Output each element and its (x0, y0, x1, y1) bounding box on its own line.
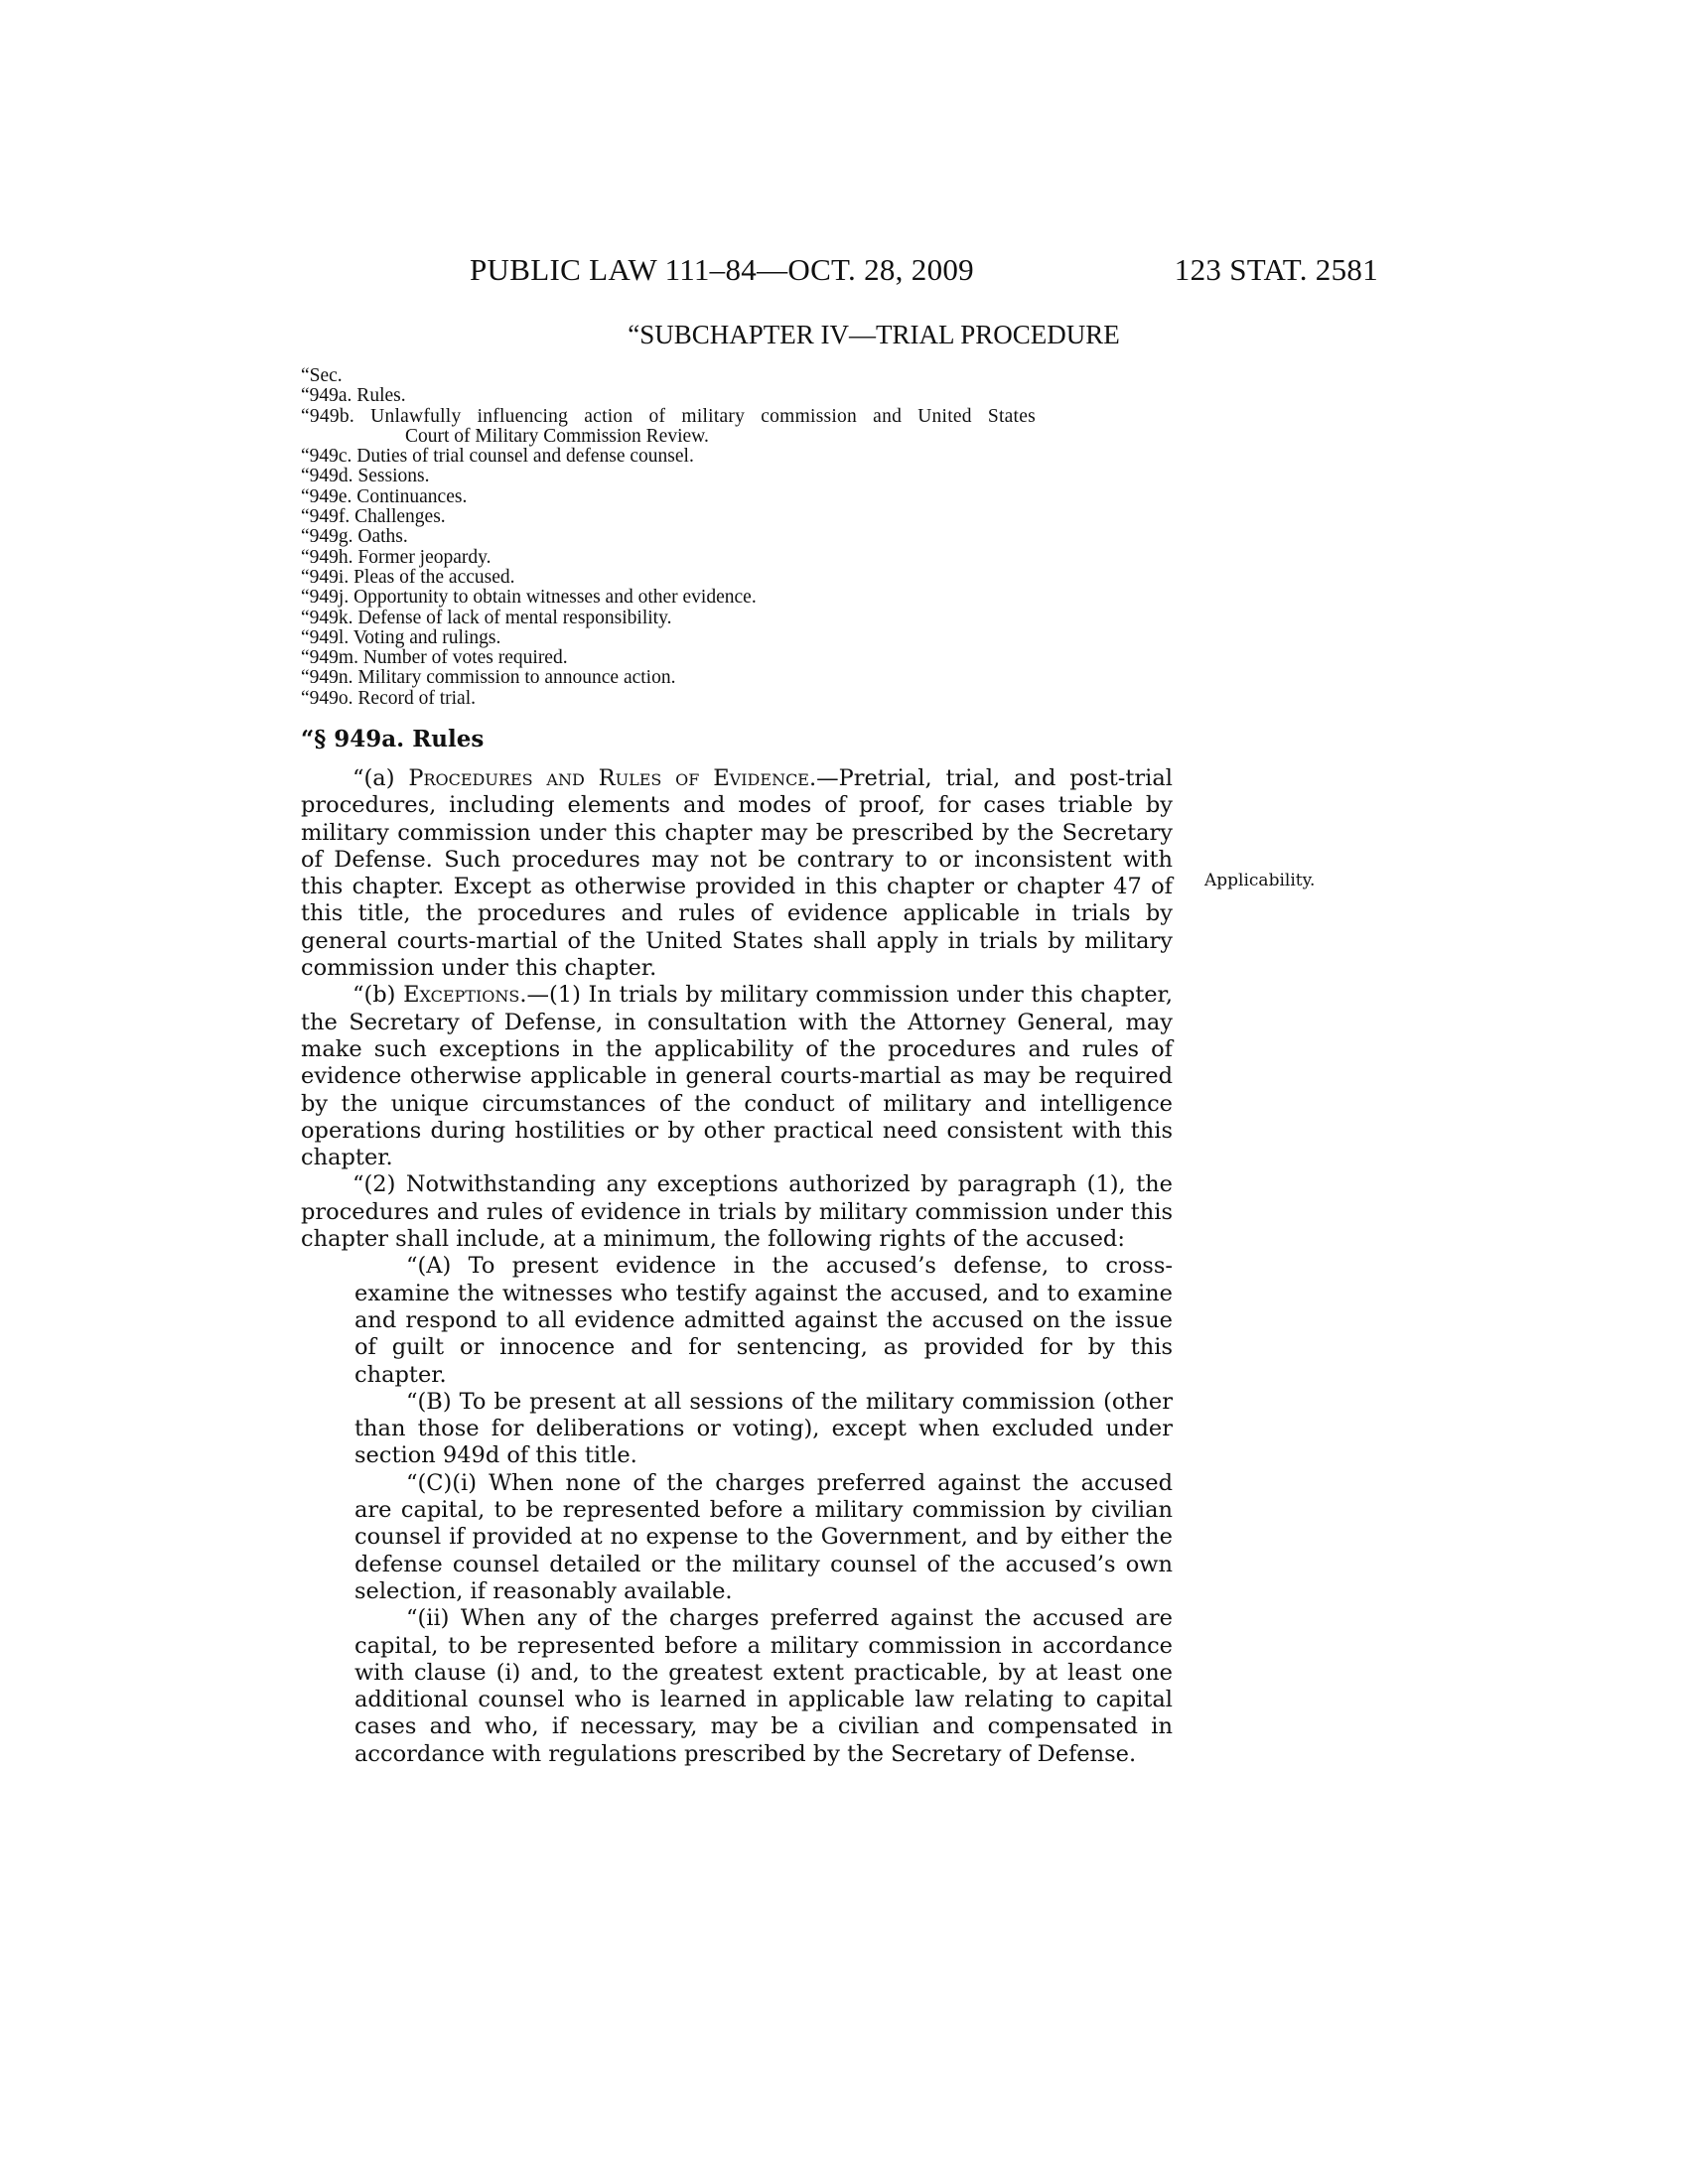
toc-item: “949j. Opportunity to obtain witnesses and other evidence. (301, 587, 757, 609)
section-body (301, 765, 1173, 1768)
section-heading: “§ 949a. Rules (301, 726, 485, 752)
table-of-sections (301, 366, 1175, 709)
subparagraph-C-ii: “(ii) When any of the charges preferred against the accused are capital, to be represented before a military commission in accordance with clause (i) and, to the greatest extent practicable, by at least one additional counsel who is learned in applicable law relating to capital cases and who, if necessary, may be a civilian and compensated in accordance with regulations prescribed by the Secretary of Defense. (354, 1605, 1173, 1767)
subparagraph-C-i: “(C)(i) When none of the charges preferred against the accused are capital, to be represented before a military commission by civilian counsel if provided at no expense to the Government, and by either the defense counsel detailed or the military counsel of the accused’s own selection, if reasonably available. (354, 1469, 1173, 1604)
paragraph-a-caption: Procedures and Rules of Evidence. (408, 765, 817, 791)
toc-item: “949i. Pleas of the accused. (301, 566, 515, 588)
toc-item: “949n. Military commission to announce action. (301, 667, 676, 689)
paragraph-a-lead: “(a) (352, 765, 409, 791)
subparagraph-A: “(A) To present evidence in the accused’s defense, to cross-examine the witnesses who testify against the accused, and to examine and respond to all evidence admitted against the accused on the issue of guilt or innocence and for sentencing, as provided for by this chapter. (354, 1253, 1173, 1388)
paragraph-a (301, 765, 1173, 982)
toc-item: “949a. Rules. (301, 385, 406, 407)
margin-note: Applicability. (1204, 871, 1316, 890)
paragraph-b1 (301, 982, 1173, 1171)
paragraph-b2: “(2) Notwithstanding any exceptions authorized by paragraph (1), the procedures and rules of evidence in trials by military commission under this chapter shall include, at a minimum, the following rights of the accused: (301, 1171, 1173, 1253)
toc-item (301, 407, 1175, 427)
toc-sec-label: “Sec. (301, 365, 343, 386)
toc-item: “949d. Sessions. (301, 466, 430, 487)
paragraph-b1-text: —(1) In trials by military commission under this chapter, the Secretary of Defense, in consultation with the Attorney General, may make such exceptions in the applicability of the procedures and rules of evidence otherwise applicable in general courts-martial as may be required by the unique circumstances of the conduct of military and intelligence operations during hostilities or by other practical need consistent with this chapter. (301, 982, 1173, 1171)
toc-item: “949o. Record of trial. (301, 687, 476, 709)
paragraph-b-caption: Exceptions. (403, 982, 527, 1009)
toc-item-continuation: Court of Military Commission Review. (405, 425, 709, 447)
toc-item: “949c. Duties of trial counsel and defense counsel. (301, 446, 694, 468)
toc-item: “949k. Defense of lack of mental responsibility. (301, 607, 672, 628)
paragraph-a-text: —Pretrial, trial, and post-trial procedures, including elements and modes of proof, for cases triable by military commission under this chapter may be prescribed by the Secretary of Defense. Such procedures may not be contrary to or inconsistent with this chapter. Except as otherwise provided in this chapter or chapter 47 of this title, the procedures and rules of evidence applicable in trials by general courts-martial of the United States shall apply in trials by military commission under this chapter. (301, 765, 1173, 982)
subparagraph-B: “(B) To be present at all sessions of the military commission (other than those for deliberations or voting), except when excluded under section 949d of this title. (354, 1388, 1173, 1469)
toc-item: “949f. Challenges. (301, 506, 446, 528)
toc-item: “949e. Continuances. (301, 485, 468, 507)
paragraph-b-lead: “(b) (352, 982, 404, 1009)
toc-item: “949h. Former jeopardy. (301, 546, 492, 568)
toc-item: “949l. Voting and rulings. (301, 626, 501, 648)
toc-item: “949g. Oaths. (301, 526, 408, 548)
public-law-citation: PUBLIC LAW 111–84—OCT. 28, 2009 (470, 252, 974, 287)
subchapter-title: “SUBCHAPTER IV—TRIAL PROCEDURE (628, 320, 1120, 349)
toc-item: “949m. Number of votes required. (301, 647, 568, 669)
statute-page-number: 123 STAT. 2581 (1174, 252, 1378, 287)
toc-item-text: “949b. Unlawfully influencing action of military commission and United States (301, 405, 1036, 427)
